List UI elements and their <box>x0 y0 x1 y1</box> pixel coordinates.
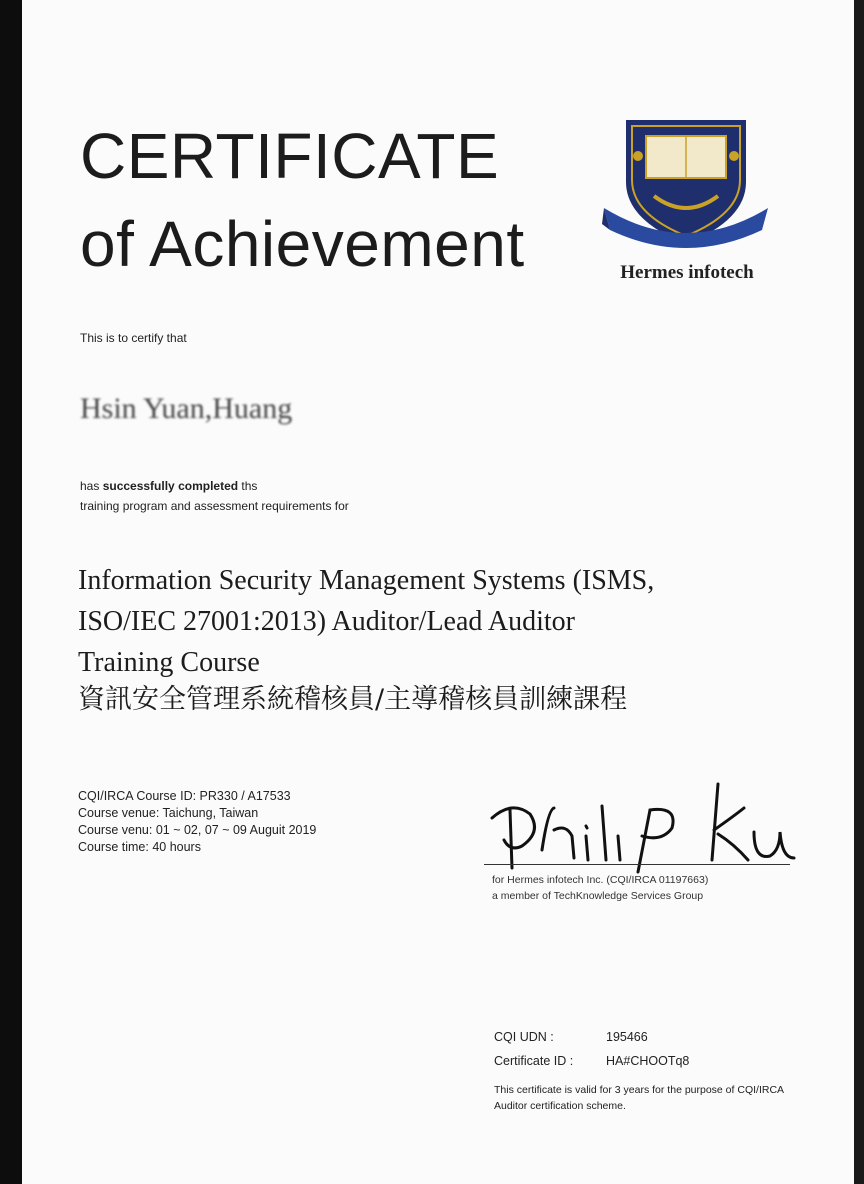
course-venue: Course venue: Taichung, Taiwan <box>78 806 259 820</box>
udn-label: CQI UDN : <box>494 1030 554 1044</box>
scan-edge-left <box>0 0 22 1184</box>
certificate-id-label: Certificate ID : <box>494 1054 574 1068</box>
certificate-title: CERTIFICATE <box>80 120 500 192</box>
course-id: CQI/IRCA Course ID: PR330 / A17533 <box>78 789 291 803</box>
recipient-name: Hsin Yuan,Huang <box>80 392 293 425</box>
course-dates: Course venu: 01 ~ 02, 07 ~ 09 Auguit 2019 <box>78 823 317 837</box>
course-time: Course time: 40 hours <box>78 840 201 854</box>
signature-line <box>484 864 790 865</box>
completion-line-2: training program and assessment requirements for <box>80 499 349 513</box>
course-title-line: Training Course <box>78 647 260 678</box>
certify-text: This is to certify that <box>80 331 187 345</box>
certificate-id-value: HA#CHOOTq8 <box>606 1054 690 1068</box>
course-title <box>78 560 654 683</box>
course-title-line: Information Security Management Systems (ISMS, <box>78 565 655 596</box>
certificate-subtitle: of Achievement <box>80 208 525 280</box>
course-details <box>78 788 316 856</box>
signature-caption <box>492 872 708 904</box>
shield-logo-icon <box>602 116 770 256</box>
handwritten-signature <box>482 780 802 880</box>
completion-statement <box>80 476 349 516</box>
certificate-sheet <box>22 0 854 1184</box>
completion-line-1: has successfully completed ths <box>80 479 258 493</box>
udn-value: 195466 <box>606 1030 648 1044</box>
scan-edge-right <box>854 0 864 1184</box>
signature-caption-line: a member of TechKnowledge Services Group <box>492 890 704 902</box>
signature-caption-line: for Hermes infotech Inc. (CQI/IRCA 01197663) <box>492 874 709 886</box>
organization-name: Hermes infotech <box>620 262 754 283</box>
course-title-line: ISO/IEC 27001:2013) Auditor/Lead Auditor <box>78 606 575 637</box>
validity-note: This certificate is valid for 3 years for the purpose of CQI/IRCA Auditor certification scheme. <box>494 1084 784 1112</box>
course-title-chinese: 資訊安全管理系統稽核員/主導稽核員訓練課程 <box>78 684 628 715</box>
